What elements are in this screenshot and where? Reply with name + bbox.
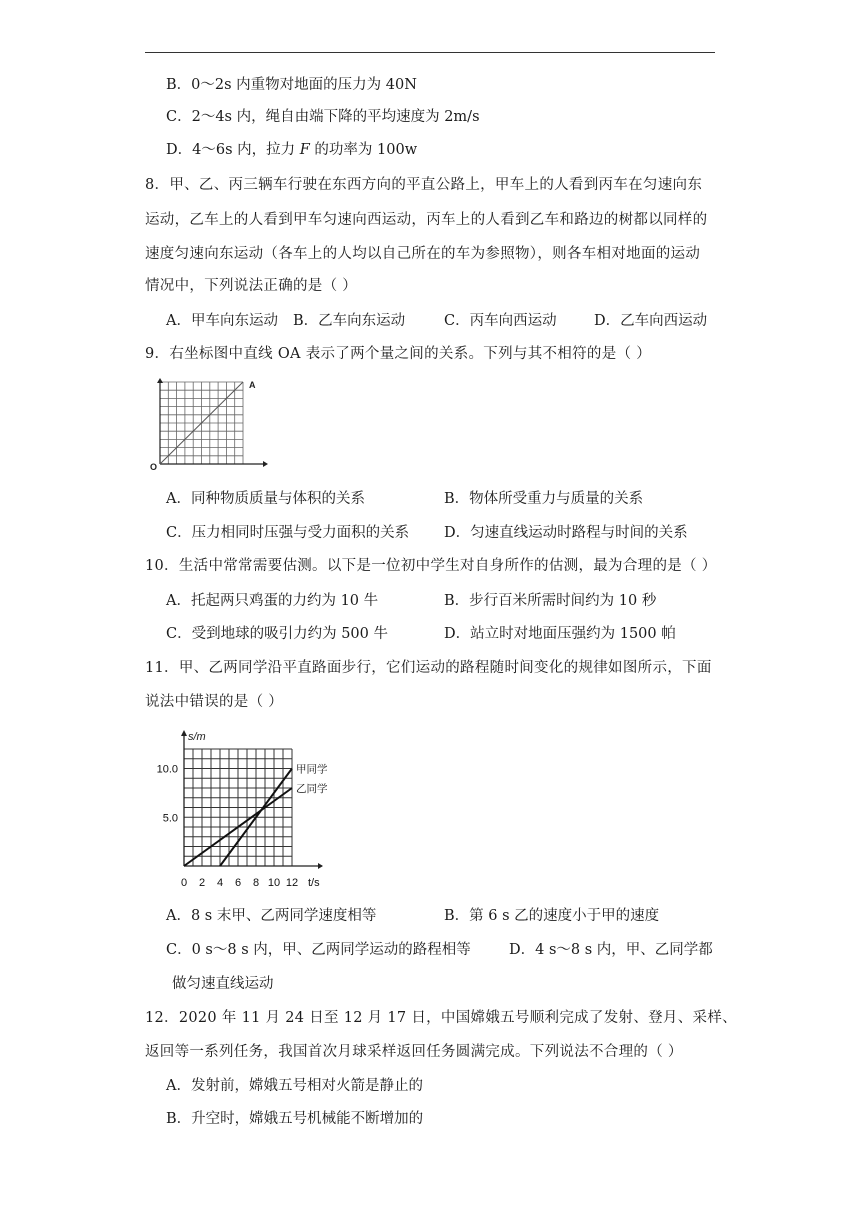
q11-x-tick-label: 0	[180, 877, 188, 889]
q7-option-d[interactable]	[166, 140, 417, 160]
q11-x-axis-label: t/s	[308, 877, 320, 889]
q11-x-tick-label: 10	[267, 877, 281, 889]
q11-x-tick-label: 8	[252, 877, 260, 889]
q10-option-b[interactable]: B．步行百米所需时间约为 10 秒	[444, 593, 657, 609]
q9-label-o: O	[150, 462, 158, 472]
q11-y-axis-label: s/m	[188, 731, 206, 743]
q9-label-a: A	[249, 380, 256, 390]
q8-stem-line-2: 运动，乙车上的人看到甲车匀速向西运动，丙车上的人看到乙车和路边的树都以同样的	[145, 212, 708, 228]
q11-y-tick-label: 5.0	[162, 812, 178, 825]
q8-option-c[interactable]: C．丙车向西运动	[444, 313, 557, 329]
header-rule	[145, 52, 715, 53]
q8-stem-line-1: 8．甲、乙、丙三辆车行驶在东西方向的平直公路上，甲车上的人看到丙车在匀速向东	[145, 177, 703, 193]
q11-series-label-yi: 乙同学	[296, 783, 328, 795]
q11-x-tick-label: 2	[198, 877, 206, 889]
q7-option-c[interactable]: C．2～4s 内，绳自由端下降的平均速度为 2m/s	[166, 109, 480, 125]
q9-option-d[interactable]: D．匀速直线运动时路程与时间的关系	[444, 525, 688, 541]
q10-stem: 10．生活中常常需要估测。以下是一位初中学生对自身所作的估测，最为合理的是（ ）	[145, 558, 717, 574]
q11-x-tick-label: 4	[216, 877, 224, 889]
q8-stem-line-3: 速度匀速向东运动（各车上的人均以自己所在的车为参照物），则各车相对地面的运动	[145, 246, 701, 262]
q11-option-b[interactable]: B．第 6 s 乙的速度小于甲的速度	[444, 908, 660, 924]
q11-option-c[interactable]: C．0 s～8 s 内，甲、乙两同学运动的路程相等	[166, 942, 471, 958]
q11-stem-line-2: 说法中错误的是（ ）	[145, 694, 284, 710]
q9-y-axis-arrow	[157, 378, 163, 383]
q9-stem: 9．右坐标图中直线 OA 表示了两个量之间的关系。下列与其不相符的是（ ）	[145, 346, 652, 362]
q11-option-d-continued: 做匀速直线运动	[172, 976, 274, 992]
q8-option-b[interactable]: B．乙车向东运动	[293, 313, 406, 329]
q12-stem-line-2: 返回等一系列任务，我国首次月球采样返回任务圆满完成。下列说法不合理的（ ）	[145, 1044, 683, 1060]
q7-option-d-prefix: D．4～6s 内，拉力	[166, 142, 300, 158]
q10-option-a[interactable]: A．托起两只鸡蛋的力约为 10 牛	[166, 593, 379, 609]
q12-option-a[interactable]: A．发射前，嫦娥五号相对火箭是静止的	[166, 1078, 423, 1094]
q9-graph	[148, 378, 268, 473]
q7-option-d-variable: F	[299, 142, 310, 158]
q11-chart	[150, 728, 330, 890]
q11-y-axis-arrow	[181, 730, 187, 736]
q9-option-a[interactable]: A．同种物质质量与体积的关系	[166, 491, 365, 507]
q7-option-d-suffix: 的功率为 100w	[309, 142, 418, 158]
q12-option-b[interactable]: B．升空时，嫦娥五号机械能不断增加的	[166, 1111, 424, 1127]
q8-option-a[interactable]: A．甲车向东运动	[166, 313, 278, 329]
q10-option-d[interactable]: D．站立时对地面压强约为 1500 帕	[444, 626, 676, 642]
q11-x-axis-arrow	[318, 863, 323, 869]
q11-grid	[184, 749, 292, 866]
q9-option-c[interactable]: C．压力相同时压强与受力面积的关系	[166, 525, 410, 541]
q11-x-tick-label: 12	[285, 877, 299, 889]
q9-x-axis-arrow	[263, 461, 268, 467]
q11-y-tick-label: 10.0	[156, 763, 178, 776]
q10-option-c[interactable]: C．受到地球的吸引力约为 500 牛	[166, 626, 388, 642]
q11-stem-line-1: 11．甲、乙两同学沿平直路面步行，它们运动的路程随时间变化的规律如图所示，下面	[145, 660, 712, 676]
q12-stem-line-1: 12．2020 年 11 月 24 日至 12 月 17 日，中国嫦娥五号顺利完成了发射、登月、采样、	[145, 1010, 737, 1026]
q7-option-b[interactable]: B．0～2s 内重物对地面的压力为 40N	[166, 77, 417, 93]
q11-series-label-jia: 甲同学	[296, 763, 328, 776]
q8-stem-line-4: 情况中，下列说法正确的是（ ）	[145, 278, 358, 294]
q11-option-a[interactable]: A．8 s 末甲、乙两同学速度相等	[166, 908, 377, 924]
q9-option-b[interactable]: B．物体所受重力与质量的关系	[444, 491, 644, 507]
q8-option-d[interactable]: D．乙车向西运动	[594, 313, 708, 329]
q11-x-tick-label: 6	[234, 877, 242, 889]
q11-option-d[interactable]: D．4 s～8 s 内，甲、乙同学都	[509, 942, 713, 958]
